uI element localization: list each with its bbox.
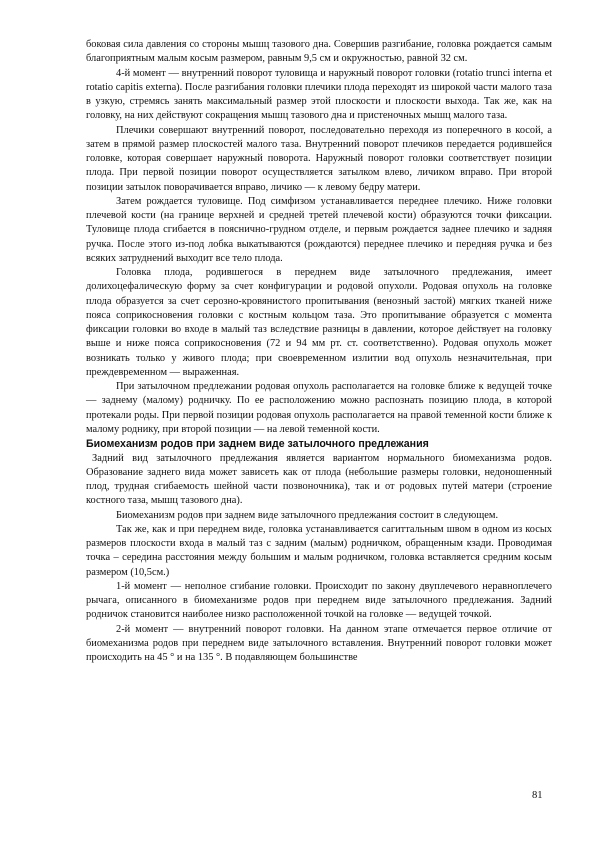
paragraph-moment-1: 1-й момент — неполное сгибание головки. Происходит по закону двуплечевого неравноплечего рычага, описанного в биомеханизме родов при переднем виде затылочного предлежания. Задний родничок становится наиболее низко расположенной точкой на головке — ведущей точкой. <box>86 580 552 621</box>
page-number: 81 <box>532 790 543 801</box>
paragraph-moment-4: 4-й момент — внутренний поворот туловища и наружный поворот головки (rotatio trunci interna et rotatio capitis externa). После разгибания головки плечики плода переходят из широкой части малого таза в узкую, стремясь занять максимальный размер этой плоскости и плоскости выхода. Так же, как на головку, на них действуют сокращения мышц тазового дна и пристеночных мышц малого таза. <box>86 67 552 122</box>
paragraph-birth-tumor-position: При затылочном предлежании родовая опухоль располагается на головке ближе к ведущей точке — заднему (малому) родничку. По ее расположению можно распознать позицию плода, в которой протекали роды. При первой позиции родовая опухоль располагается на правой теменной кости ближе к малому роднику, при второй позиции — на левой теменной кости. <box>86 381 552 435</box>
paragraph-trunk-birth: Затем рождается туловище. Под симфизом устанавливается переднее плечико. Ниже головки плечевой кости (на границе верхней и средней третей плечевой кости) образуются точки фиксации. Туловище плода сгибается в пояснично-грудном отделе, и первым рождается заднее плечико и задняя ручка. После этого из-под лобка выкатываются (рождаются) переднее плечико и передняя ручка и без всяких затруднений выходит все тело плода. <box>86 195 552 264</box>
section-heading: Биомеханизм родов при заднем виде затылочного предлежания <box>86 438 429 450</box>
paragraph-head-shape: Головка плода, родившегося в переднем виде затылочного предлежания, имеет долихоцефалическую форму за счет конфигурации и родовой опухоли. Родовая опухоль на головке плода образуется за счет серозно-кровянистого пропитывания (венозный застой) мягких тканей ниже пояса соприкосновения головки с костным кольцом таза. Это пропитывание образуется с момента фиксации головки во входе в малый таз вследствие разницы в давлении, которое действует на головку выше и ниже пояса соприкосновения (72 и 94 мм рт. ст. соответственно). Родовая опухоль может возникать только у живого плода; при своевременном излитии вод опухоль незначительная, при преждевременном — выраженная. <box>86 267 552 378</box>
paragraph-posterior-view: Задний вид затылочного предлежания является вариантом нормального биомеханизма родов. Образование заднего вида может зависеть как от плода (небольшие размеры головки, недоношенный плод, трудная сгибаемость шейной части позвоночника), так и от родовых путей матери (строение костного таза, мышц тазового дна). <box>86 452 552 507</box>
paragraph-head-insertion: Так же, как и при переднем виде, головка устанавливается сагиттальным швом в одном из косых размеров плоскости входа в малый таз с задним (малым) родничком, обращенным кзади. Проводимая точка – середина расстояния между большим и малым родничком, головка вставляется средним косым размером (10,5см.) <box>86 523 552 578</box>
paragraph-biomechanism-intro: Биомеханизм родов при заднем виде затылочного предлежания состоит в следующем. <box>116 509 499 521</box>
page-body <box>86 38 552 665</box>
paragraph-shoulders: Плечики совершают внутренний поворот, последовательно переходя из поперечного в косой, а затем в прямой размер плоскостей малого таза. Внутренний поворот плечиков передается родившейся головке, которая совершает наружный поворота. Наружный поворот головки соответствует позиции плода. При первой позиции поворот осуществляется затылком влево, личиком вправо. При второй позиции затылок поворачивается вправо, личико — к левому бедру матери. <box>86 124 552 193</box>
paragraph-moment-2: 2-й момент — внутренний поворот головки. На данном этапе отмечается первое отличие от биомеханизма родов при переднем виде затылочного вставления. Внутренний поворот головки может происходить на 45 ° и на 135 °. В подавляющем большинстве <box>86 623 552 663</box>
paragraph-continued: боковая сила давления со стороны мышц тазового дна. Совершив разгибание, головка рождается самым благоприятным малым косым размером, равным 9,5 см и окружностью, равной 32 см. <box>86 39 552 65</box>
